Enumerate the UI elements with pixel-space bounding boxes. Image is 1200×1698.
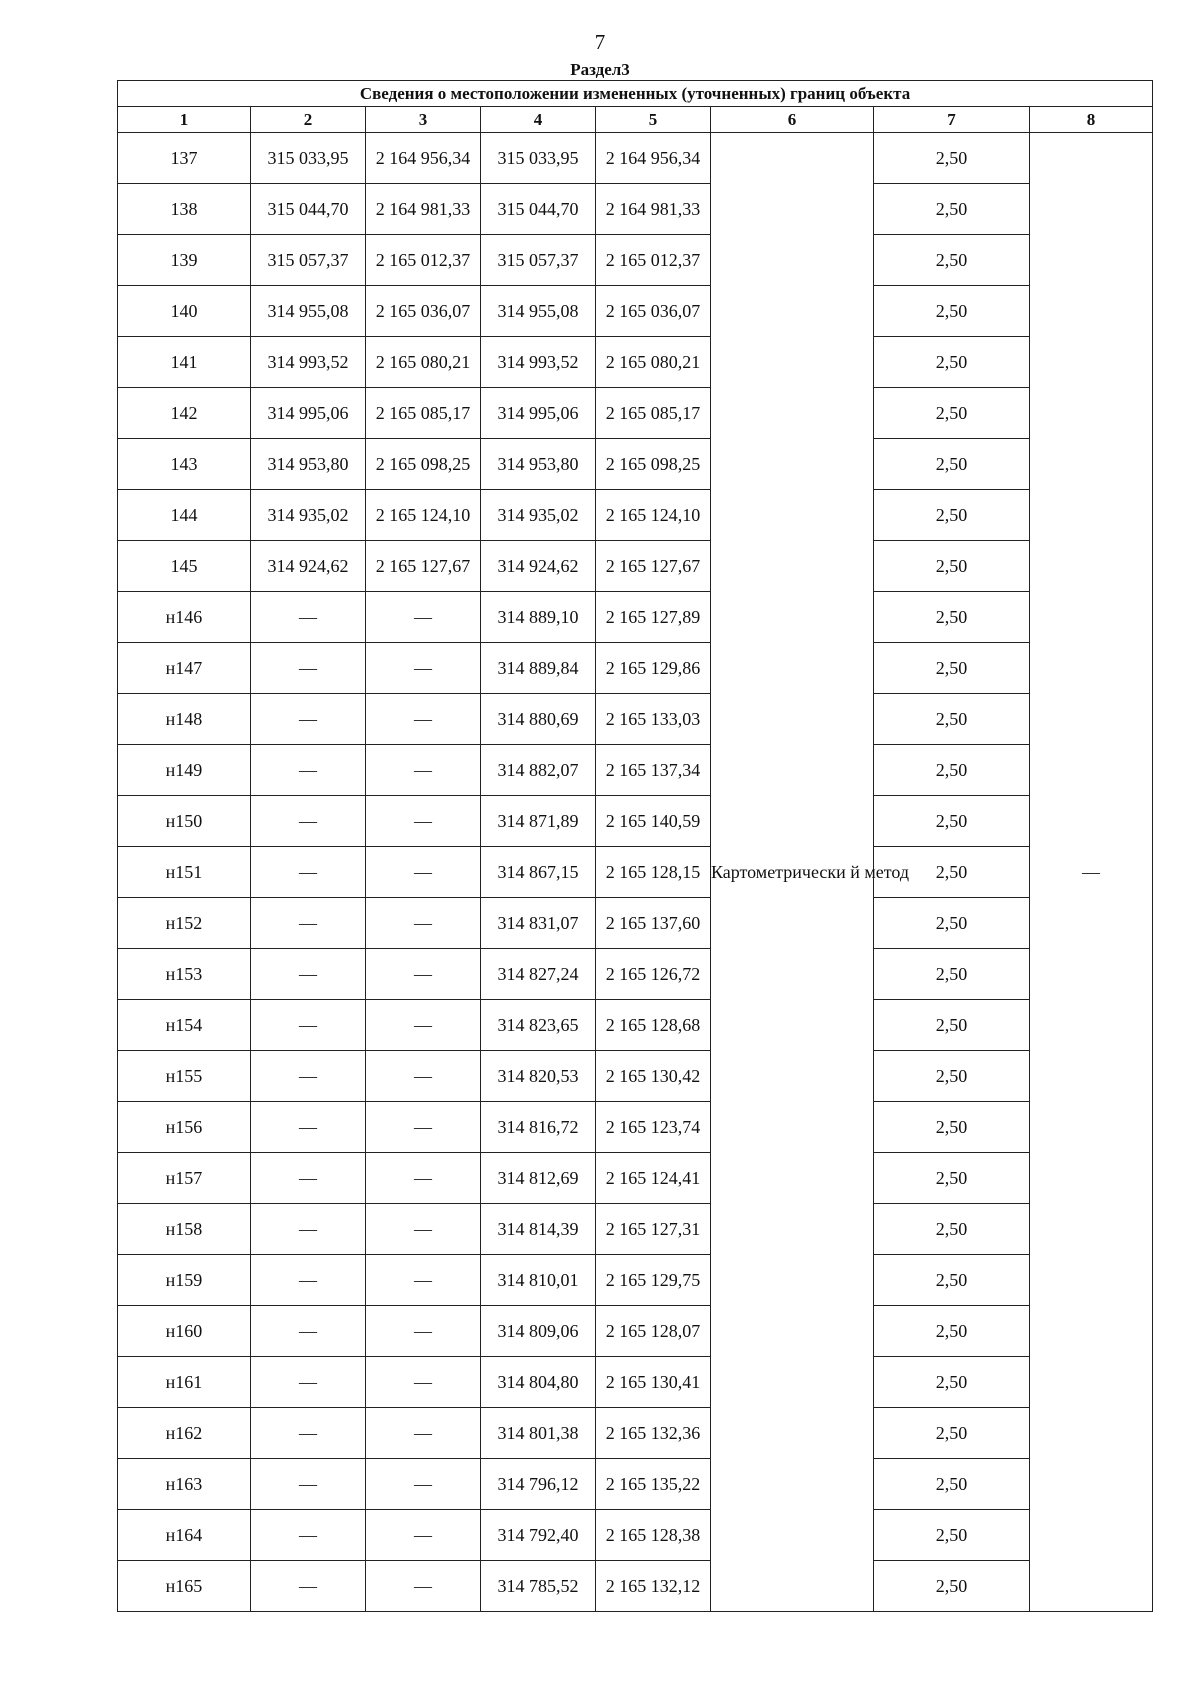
table-row bbox=[118, 1000, 1153, 1051]
refined-y-cell: 2 165 140,59 bbox=[596, 796, 711, 847]
accuracy-cell: 2,50 bbox=[874, 490, 1030, 541]
refined-x-cell: 314 993,52 bbox=[481, 337, 596, 388]
accuracy-cell: 2,50 bbox=[874, 1255, 1030, 1306]
refined-y-cell: 2 165 137,34 bbox=[596, 745, 711, 796]
table-row bbox=[118, 439, 1153, 490]
refined-x-cell: 314 871,89 bbox=[481, 796, 596, 847]
existing-y-cell: 2 165 012,37 bbox=[366, 235, 481, 286]
table-row bbox=[118, 541, 1153, 592]
point-number-cell: 143 bbox=[118, 439, 251, 490]
existing-x-cell: 314 924,62 bbox=[251, 541, 366, 592]
refined-x-cell: 314 882,07 bbox=[481, 745, 596, 796]
existing-y-cell: 2 165 080,21 bbox=[366, 337, 481, 388]
refined-x-cell: 314 816,72 bbox=[481, 1102, 596, 1153]
point-number-cell: н146 bbox=[118, 592, 251, 643]
refined-x-cell: 315 033,95 bbox=[481, 133, 596, 184]
existing-x-cell: 314 953,80 bbox=[251, 439, 366, 490]
table-row bbox=[118, 847, 1153, 898]
point-number-cell: 141 bbox=[118, 337, 251, 388]
refined-x-cell: 314 820,53 bbox=[481, 1051, 596, 1102]
accuracy-cell: 2,50 bbox=[874, 235, 1030, 286]
existing-y-cell: — bbox=[366, 1408, 481, 1459]
existing-y-cell: 2 165 124,10 bbox=[366, 490, 481, 541]
existing-y-cell: — bbox=[366, 1561, 481, 1612]
accuracy-cell: 2,50 bbox=[874, 694, 1030, 745]
point-number-cell: 144 bbox=[118, 490, 251, 541]
table-row bbox=[118, 1408, 1153, 1459]
table-row bbox=[118, 1102, 1153, 1153]
existing-y-cell: — bbox=[366, 1306, 481, 1357]
refined-y-cell: 2 164 981,33 bbox=[596, 184, 711, 235]
existing-x-cell: — bbox=[251, 1000, 366, 1051]
existing-x-cell: — bbox=[251, 1306, 366, 1357]
existing-y-cell: — bbox=[366, 796, 481, 847]
point-number-cell: 139 bbox=[118, 235, 251, 286]
table-row bbox=[118, 490, 1153, 541]
boundary-coordinates-table bbox=[117, 80, 1153, 1612]
existing-x-cell: — bbox=[251, 898, 366, 949]
existing-y-cell: 2 164 956,34 bbox=[366, 133, 481, 184]
accuracy-cell: 2,50 bbox=[874, 796, 1030, 847]
point-number-cell: н152 bbox=[118, 898, 251, 949]
refined-x-cell: 314 796,12 bbox=[481, 1459, 596, 1510]
existing-y-cell: — bbox=[366, 1000, 481, 1051]
table-row bbox=[118, 1357, 1153, 1408]
accuracy-cell: 2,50 bbox=[874, 1510, 1030, 1561]
existing-x-cell: — bbox=[251, 847, 366, 898]
existing-y-cell: — bbox=[366, 847, 481, 898]
existing-y-cell: 2 164 981,33 bbox=[366, 184, 481, 235]
refined-y-cell: 2 164 956,34 bbox=[596, 133, 711, 184]
refined-y-cell: 2 165 012,37 bbox=[596, 235, 711, 286]
existing-y-cell: — bbox=[366, 1459, 481, 1510]
existing-y-cell: — bbox=[366, 745, 481, 796]
point-number-cell: 138 bbox=[118, 184, 251, 235]
refined-x-cell: 315 044,70 bbox=[481, 184, 596, 235]
point-number-cell: н159 bbox=[118, 1255, 251, 1306]
refined-y-cell: 2 165 130,42 bbox=[596, 1051, 711, 1102]
accuracy-cell: 2,50 bbox=[874, 1459, 1030, 1510]
point-number-cell: н163 bbox=[118, 1459, 251, 1510]
existing-x-cell: 315 033,95 bbox=[251, 133, 366, 184]
accuracy-cell: 2,50 bbox=[874, 541, 1030, 592]
refined-y-cell: 2 165 126,72 bbox=[596, 949, 711, 1000]
existing-y-cell: — bbox=[366, 694, 481, 745]
existing-y-cell: 2 165 127,67 bbox=[366, 541, 481, 592]
accuracy-cell: 2,50 bbox=[874, 847, 1030, 898]
description-cell: — bbox=[1030, 133, 1153, 1612]
existing-x-cell: — bbox=[251, 694, 366, 745]
existing-y-cell: — bbox=[366, 1357, 481, 1408]
existing-x-cell: — bbox=[251, 745, 366, 796]
refined-y-cell: 2 165 127,67 bbox=[596, 541, 711, 592]
existing-y-cell: — bbox=[366, 949, 481, 1000]
page-number: 7 bbox=[594, 30, 606, 54]
existing-x-cell: — bbox=[251, 1204, 366, 1255]
column-number: 4 bbox=[481, 107, 596, 133]
refined-x-cell: 314 924,62 bbox=[481, 541, 596, 592]
point-number-cell: н158 bbox=[118, 1204, 251, 1255]
existing-x-cell: — bbox=[251, 949, 366, 1000]
column-number: 5 bbox=[596, 107, 711, 133]
point-number-cell: н157 bbox=[118, 1153, 251, 1204]
table-row bbox=[118, 1153, 1153, 1204]
table-row bbox=[118, 643, 1153, 694]
accuracy-cell: 2,50 bbox=[874, 337, 1030, 388]
refined-x-cell: 314 889,84 bbox=[481, 643, 596, 694]
refined-x-cell: 314 831,07 bbox=[481, 898, 596, 949]
refined-y-cell: 2 165 124,10 bbox=[596, 490, 711, 541]
refined-x-cell: 314 955,08 bbox=[481, 286, 596, 337]
point-number-cell: н147 bbox=[118, 643, 251, 694]
table-row bbox=[118, 235, 1153, 286]
existing-x-cell: — bbox=[251, 1255, 366, 1306]
refined-y-cell: 2 165 128,07 bbox=[596, 1306, 711, 1357]
column-number: 8 bbox=[1030, 107, 1153, 133]
point-number-cell: н148 bbox=[118, 694, 251, 745]
accuracy-cell: 2,50 bbox=[874, 1357, 1030, 1408]
existing-y-cell: — bbox=[366, 1102, 481, 1153]
accuracy-cell: 2,50 bbox=[874, 592, 1030, 643]
section-title: Раздел3 bbox=[570, 60, 630, 79]
table-row bbox=[118, 592, 1153, 643]
table-row bbox=[118, 388, 1153, 439]
accuracy-cell: 2,50 bbox=[874, 643, 1030, 694]
refined-x-cell: 314 810,01 bbox=[481, 1255, 596, 1306]
table-row bbox=[118, 796, 1153, 847]
refined-y-cell: 2 165 124,41 bbox=[596, 1153, 711, 1204]
column-number: 2 bbox=[251, 107, 366, 133]
point-number-cell: 137 bbox=[118, 133, 251, 184]
table-body bbox=[118, 133, 1153, 1612]
table-row bbox=[118, 1510, 1153, 1561]
accuracy-cell: 2,50 bbox=[874, 745, 1030, 796]
accuracy-cell: 2,50 bbox=[874, 286, 1030, 337]
refined-x-cell: 314 792,40 bbox=[481, 1510, 596, 1561]
accuracy-cell: 2,50 bbox=[874, 439, 1030, 490]
refined-x-cell: 314 889,10 bbox=[481, 592, 596, 643]
refined-y-cell: 2 165 129,75 bbox=[596, 1255, 711, 1306]
existing-y-cell: 2 165 085,17 bbox=[366, 388, 481, 439]
refined-x-cell: 314 995,06 bbox=[481, 388, 596, 439]
refined-y-cell: 2 165 123,74 bbox=[596, 1102, 711, 1153]
table-row bbox=[118, 337, 1153, 388]
accuracy-cell: 2,50 bbox=[874, 1408, 1030, 1459]
table-row bbox=[118, 1561, 1153, 1612]
refined-x-cell: 314 812,69 bbox=[481, 1153, 596, 1204]
table-row bbox=[118, 949, 1153, 1000]
point-number-cell: 140 bbox=[118, 286, 251, 337]
refined-x-cell: 314 935,02 bbox=[481, 490, 596, 541]
existing-x-cell: — bbox=[251, 1510, 366, 1561]
refined-y-cell: 2 165 132,12 bbox=[596, 1561, 711, 1612]
existing-x-cell: 315 057,37 bbox=[251, 235, 366, 286]
table-row bbox=[118, 745, 1153, 796]
point-number-cell: н151 bbox=[118, 847, 251, 898]
point-number-cell: н165 bbox=[118, 1561, 251, 1612]
existing-y-cell: — bbox=[366, 1204, 481, 1255]
table-row bbox=[118, 286, 1153, 337]
existing-x-cell: — bbox=[251, 1459, 366, 1510]
accuracy-cell: 2,50 bbox=[874, 388, 1030, 439]
refined-y-cell: 2 165 128,38 bbox=[596, 1510, 711, 1561]
point-number-cell: 145 bbox=[118, 541, 251, 592]
existing-x-cell: — bbox=[251, 1561, 366, 1612]
existing-x-cell: — bbox=[251, 1051, 366, 1102]
point-number-cell: н162 bbox=[118, 1408, 251, 1459]
refined-x-cell: 314 867,15 bbox=[481, 847, 596, 898]
point-number-cell: н164 bbox=[118, 1510, 251, 1561]
table-row bbox=[118, 1255, 1153, 1306]
accuracy-cell: 2,50 bbox=[874, 1153, 1030, 1204]
column-number: 6 bbox=[711, 107, 874, 133]
accuracy-cell: 2,50 bbox=[874, 1561, 1030, 1612]
existing-x-cell: — bbox=[251, 1357, 366, 1408]
refined-y-cell: 2 165 127,31 bbox=[596, 1204, 711, 1255]
existing-x-cell: 314 993,52 bbox=[251, 337, 366, 388]
refined-y-cell: 2 165 133,03 bbox=[596, 694, 711, 745]
point-number-cell: н161 bbox=[118, 1357, 251, 1408]
existing-y-cell: — bbox=[366, 592, 481, 643]
existing-y-cell: — bbox=[366, 1051, 481, 1102]
table-caption: Сведения о местоположении измененных (уточненных) границ объекта bbox=[118, 81, 1153, 107]
accuracy-cell: 2,50 bbox=[874, 898, 1030, 949]
refined-x-cell: 314 823,65 bbox=[481, 1000, 596, 1051]
accuracy-cell: 2,50 bbox=[874, 1000, 1030, 1051]
refined-y-cell: 2 165 137,60 bbox=[596, 898, 711, 949]
refined-y-cell: 2 165 085,17 bbox=[596, 388, 711, 439]
refined-y-cell: 2 165 080,21 bbox=[596, 337, 711, 388]
point-number-cell: н156 bbox=[118, 1102, 251, 1153]
point-number-cell: н160 bbox=[118, 1306, 251, 1357]
refined-x-cell: 314 827,24 bbox=[481, 949, 596, 1000]
existing-x-cell: — bbox=[251, 1102, 366, 1153]
existing-x-cell: — bbox=[251, 796, 366, 847]
refined-y-cell: 2 165 036,07 bbox=[596, 286, 711, 337]
refined-y-cell: 2 165 127,89 bbox=[596, 592, 711, 643]
column-number: 3 bbox=[366, 107, 481, 133]
refined-y-cell: 2 165 128,68 bbox=[596, 1000, 711, 1051]
existing-x-cell: — bbox=[251, 643, 366, 694]
refined-x-cell: 315 057,37 bbox=[481, 235, 596, 286]
refined-x-cell: 314 880,69 bbox=[481, 694, 596, 745]
point-number-cell: н149 bbox=[118, 745, 251, 796]
refined-x-cell: 314 953,80 bbox=[481, 439, 596, 490]
existing-y-cell: 2 165 098,25 bbox=[366, 439, 481, 490]
column-number: 7 bbox=[874, 107, 1030, 133]
point-number-cell: н154 bbox=[118, 1000, 251, 1051]
table-row bbox=[118, 694, 1153, 745]
refined-y-cell: 2 165 129,86 bbox=[596, 643, 711, 694]
accuracy-cell: 2,50 bbox=[874, 1051, 1030, 1102]
existing-y-cell: — bbox=[366, 898, 481, 949]
existing-y-cell: — bbox=[366, 1153, 481, 1204]
refined-y-cell: 2 165 098,25 bbox=[596, 439, 711, 490]
table-row bbox=[118, 184, 1153, 235]
refined-x-cell: 314 809,06 bbox=[481, 1306, 596, 1357]
accuracy-cell: 2,50 bbox=[874, 1204, 1030, 1255]
refined-y-cell: 2 165 135,22 bbox=[596, 1459, 711, 1510]
refined-y-cell: 2 165 130,41 bbox=[596, 1357, 711, 1408]
accuracy-cell: 2,50 bbox=[874, 1306, 1030, 1357]
existing-x-cell: 314 995,06 bbox=[251, 388, 366, 439]
existing-y-cell: — bbox=[366, 1510, 481, 1561]
table-row bbox=[118, 898, 1153, 949]
refined-x-cell: 314 814,39 bbox=[481, 1204, 596, 1255]
existing-y-cell: — bbox=[366, 1255, 481, 1306]
refined-y-cell: 2 165 128,15 bbox=[596, 847, 711, 898]
accuracy-cell: 2,50 bbox=[874, 1102, 1030, 1153]
refined-y-cell: 2 165 132,36 bbox=[596, 1408, 711, 1459]
table-row bbox=[118, 1459, 1153, 1510]
existing-x-cell: 314 955,08 bbox=[251, 286, 366, 337]
existing-y-cell: — bbox=[366, 643, 481, 694]
existing-x-cell: — bbox=[251, 1408, 366, 1459]
existing-x-cell: 315 044,70 bbox=[251, 184, 366, 235]
existing-y-cell: 2 165 036,07 bbox=[366, 286, 481, 337]
point-number-cell: 142 bbox=[118, 388, 251, 439]
refined-x-cell: 314 785,52 bbox=[481, 1561, 596, 1612]
refined-x-cell: 314 801,38 bbox=[481, 1408, 596, 1459]
table-row bbox=[118, 1204, 1153, 1255]
accuracy-cell: 2,50 bbox=[874, 133, 1030, 184]
table-row bbox=[118, 1051, 1153, 1102]
table-row bbox=[118, 1306, 1153, 1357]
column-number: 1 bbox=[118, 107, 251, 133]
existing-x-cell: — bbox=[251, 1153, 366, 1204]
point-number-cell: н150 bbox=[118, 796, 251, 847]
column-number-row bbox=[118, 107, 1153, 133]
refined-x-cell: 314 804,80 bbox=[481, 1357, 596, 1408]
point-number-cell: н153 bbox=[118, 949, 251, 1000]
accuracy-cell: 2,50 bbox=[874, 184, 1030, 235]
existing-x-cell: — bbox=[251, 592, 366, 643]
method-cell: Картометрически й метод bbox=[711, 133, 874, 1612]
point-number-cell: н155 bbox=[118, 1051, 251, 1102]
existing-x-cell: 314 935,02 bbox=[251, 490, 366, 541]
accuracy-cell: 2,50 bbox=[874, 949, 1030, 1000]
table-row bbox=[118, 133, 1153, 184]
